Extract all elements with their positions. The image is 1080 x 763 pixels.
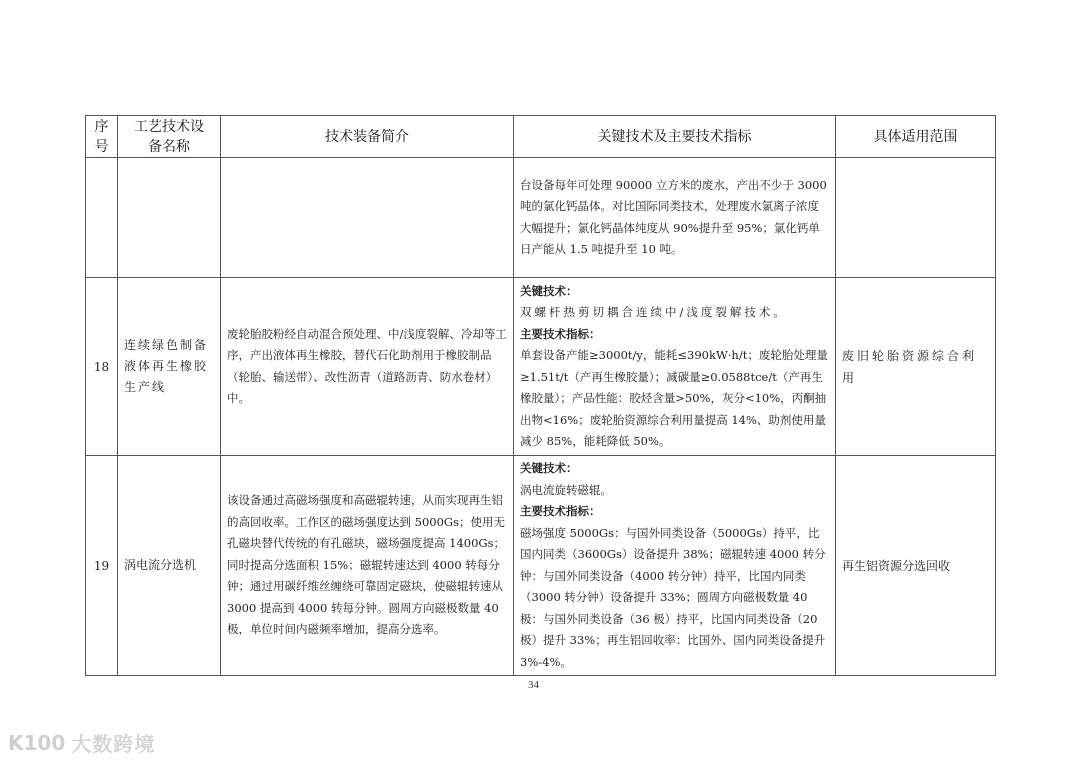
cell-name: 连续绿色制备液体再生橡胶生产线 — [118, 278, 221, 456]
cell-name — [118, 158, 221, 278]
cell-no — [86, 158, 118, 278]
indicators-text: 磁场强度 5000Gs：与国外同类设备（5000Gs）持平，比国内同类（3600Gs）设备提升 38%；磁辊转速 4000 转分钟：与国外同类设备（4000 转分钟）持平，比国内同类（3000 转分钟）设备提升 33%；圆周方向磁极数量 40 极：与国外同类设备（36 极）持平，比国内同类设备（20 极）提升 33%；再生铝回收率：比国外、国内同类设备提升 3%-4%。 — [520, 525, 826, 669]
cell-key-tech — [514, 278, 836, 456]
cell-key-tech — [514, 158, 836, 278]
key-tech-text: 涡电流旋转磁辊。 — [520, 482, 612, 497]
watermark — [8, 728, 155, 757]
key-tech-continued-text: 台设备每年可处理 90000 立方米的废水，产出不少于 3000 吨的氯化钙晶体。对比国际同类技术，处理废水氯离子浓度大幅提升；氯化钙晶体纯度从 90%提升至 95%；氯化钙单日产能从 1.5 吨提升至 10 吨。 — [520, 177, 827, 256]
header-name-line1: 工艺技术设 — [134, 118, 204, 135]
indicators-text: 单套设备产能≥3000t/y，能耗≤390kW·h/t；废轮胎处理量≥1.51t/t（产再生橡胶量）；减碳量≥0.0588tce/t（产再生橡胶量）；产品性能：胶烃含量>50%，灰分<10%，丙酮抽出物<16%；废轮胎资源综合利用量提高 14%、助剂使用量减少 85%，能耗降低 50%。 — [520, 348, 828, 448]
header-name-line2: 备名称 — [148, 138, 190, 155]
table-row-continued — [86, 158, 996, 278]
header-no-line2: 号 — [94, 138, 109, 155]
header-key-tech: 关键技术及主要技术指标 — [514, 116, 836, 158]
header-no-line1: 序 — [94, 118, 109, 135]
cell-intro: 该设备通过高磁场强度和高磁辊转速，从而实现再生铝的高回收率。工作区的磁场强度达到 5000Gs；使用无孔磁块替代传统的有孔磁块，磁场强度提高 1400Gs；同时提高分选面积 15%；磁辊转速达到 4000 转每分钟；通过用碳纤维丝缠绕可靠固定磁块，使磁辊转速从 3000 提高到 4000 转每分钟。圆周方向磁极数量 40 极，单位时间内磁频率增加，提高分选率。 — [221, 456, 514, 676]
table-row-18 — [86, 278, 996, 456]
cell-key-tech — [514, 456, 836, 676]
indicators-label: 主要技术指标： — [520, 326, 601, 341]
key-tech-text: 双螺杆热剪切耦合连续中/浅度裂解技术。 — [520, 305, 788, 319]
cell-no: 18 — [86, 278, 118, 456]
cell-scope: 废旧轮胎资源综合利用 — [836, 278, 996, 456]
cell-intro — [221, 158, 514, 278]
equipment-table — [85, 115, 996, 676]
cell-name: 涡电流分选机 — [118, 456, 221, 676]
indicators-label: 主要技术指标： — [520, 504, 601, 518]
key-tech-label: 关键技术： — [520, 283, 578, 298]
cell-scope — [836, 158, 996, 278]
header-name — [118, 116, 221, 158]
watermark-text: 大数跨境 — [71, 732, 156, 756]
key-tech-label: 关键技术： — [520, 461, 578, 475]
cell-scope: 再生铝资源分选回收 — [836, 456, 996, 676]
page-number: 34 — [528, 679, 539, 691]
header-no — [86, 116, 118, 158]
header-intro: 技术装备简介 — [221, 116, 514, 158]
table-row-19 — [86, 456, 996, 676]
header-scope: 具体适用范围 — [836, 116, 996, 158]
table-header-row — [86, 116, 996, 158]
cell-intro: 废轮胎胶粉经自动混合预处理、中/浅度裂解、冷却等工序，产出液体再生橡胶，替代石化助剂用于橡胶制品（轮胎、输送带）、改性沥青（道路沥青、防水卷材）中。 — [221, 278, 514, 456]
watermark-logo-icon: K100 — [8, 730, 66, 755]
cell-no: 19 — [86, 456, 118, 676]
